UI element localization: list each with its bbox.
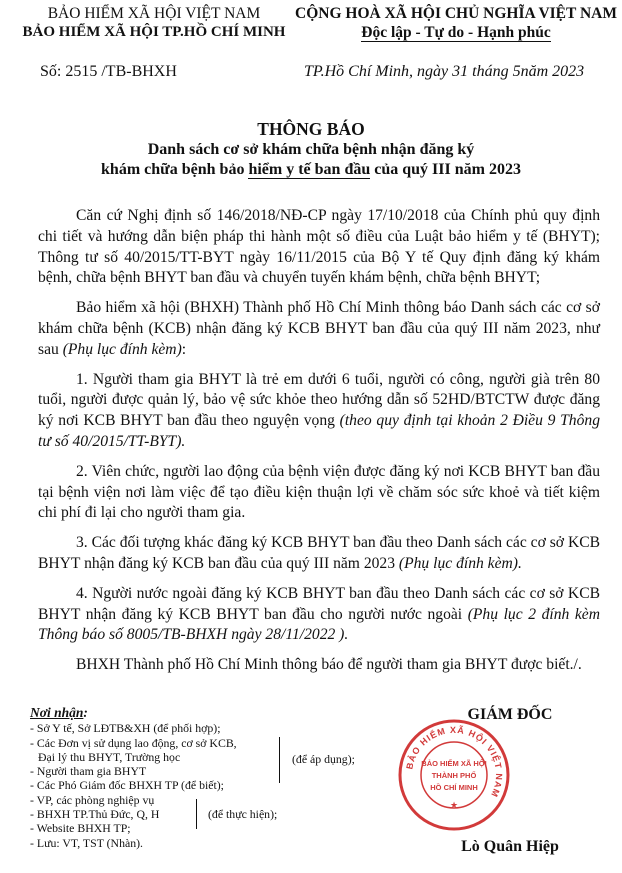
- brace-divider: [279, 737, 288, 783]
- country-name: CỘNG HOÀ XÃ HỘI CHỦ NGHĨA VIỆT NAM: [295, 5, 617, 22]
- title-block: [0, 118, 622, 180]
- paragraph-closing: BHXH Thành phố Hồ Chí Minh thông báo để người tham gia BHYT được biết./.: [76, 656, 582, 674]
- recipient-item: - Sở Y tế, Sở LĐTB&XH (để phối hợp);: [30, 721, 221, 736]
- subtitle-pre: khám chữa bệnh bảo: [101, 161, 249, 178]
- signer-title: GIÁM ĐỐC: [467, 706, 553, 723]
- issuer-header: [8, 4, 300, 42]
- item-1-text: 1. Người tham gia BHYT là trẻ em dưới 6 tuổi, người có công, người già trên 80 tuổi, người được quản lý, bảo vệ sức khỏe theo hướng dẫn số 52HD/BTCTW được đăng ký nơi KCB BHYT ban đầu theo nguyện vọng: [38, 370, 600, 430]
- recipients-thuc-hien: (để thực hiện);: [208, 807, 278, 821]
- announcement-italic: (Phụ lục đính kèm): [62, 340, 182, 358]
- subtitle-post: của quý III năm 2023: [370, 161, 521, 178]
- place-date: TP.Hồ Chí Minh, ngày 31 tháng 5năm 2023: [304, 63, 585, 80]
- paragraph-item-1: [38, 370, 600, 453]
- motto: Độc lập - Tự do - Hạnh phúc: [361, 24, 551, 41]
- paragraph-announcement: [38, 298, 600, 360]
- recipient-item: - Các Phó Giám đốc BHXH TP (để biết);: [30, 778, 224, 793]
- announcement-end: :: [181, 340, 187, 358]
- paragraph-item-4: [38, 584, 600, 646]
- subtitle-line-1: Danh sách cơ sở khám chữa bệnh nhận đăng ký: [147, 141, 475, 158]
- recipient-item: - BHXH TP.Thủ Đức, Q, H: [30, 807, 160, 822]
- official-seal-icon: [397, 718, 511, 832]
- recipient-item: - Người tham gia BHYT: [30, 764, 147, 779]
- recipients-heading-text: Nơi nhận: [30, 705, 84, 720]
- recipients-heading: [30, 706, 330, 720]
- subtitle-line-2: [0, 160, 622, 180]
- recipient-item: Đại lý thu BHYT, Trường học: [38, 749, 181, 764]
- recipients-heading-colon: :: [83, 705, 88, 720]
- document-number: Số: 2515 /TB-BHXH: [40, 63, 177, 80]
- brace-divider: [196, 799, 205, 829]
- recipient-item: - VP, các phòng nghiệp vụ: [30, 792, 155, 807]
- seal-star-icon: ★: [449, 801, 459, 811]
- announcement-text: Bảo hiểm xã hội (BHXH) Thành phố Hồ Chí Minh thông báo Danh sách các cơ sở khám chữa bệnh (KCB) nhận đăng ký KCB BHYT ban đầu của quý III năm 2023, như sau: [38, 299, 600, 358]
- seal-text-top: BẢO HIỂM XÃ HỘI: [421, 759, 487, 768]
- paragraph-legal-basis: Căn cứ Nghị định số 146/2018/NĐ-CP ngày 17/10/2018 của Chính phủ quy định chi tiết và hướng dẫn biện pháp thi hành một số điều của Luật bảo hiểm y tế (BHYT); Thông tư số 40/2015/TT-BYT ngày 16/11/2015 của Bộ Y tế Quy định đăng ký khám bệnh, chữa bệnh BHYT ban đầu và chuyển tuyến khám bệnh, chữa bệnh BHYT;: [38, 207, 600, 287]
- item-4-text: 4. Người nước ngoài đăng ký KCB BHYT ban đầu theo Danh sách các cơ sở KCB BHYT nhận đăng ký KCB BHYT ban đầu cho người nước ngoài: [38, 584, 600, 623]
- seal-text-hcm: HỒ CHÍ MINH: [430, 783, 478, 792]
- recipient-item: - Các Đơn vị sử dụng lao động, cơ sở KCB,: [30, 735, 237, 750]
- national-motto: [290, 4, 622, 42]
- issuer-name: BẢO HIỂM XÃ HỘI TP.HỒ CHÍ MINH: [22, 24, 286, 40]
- recipient-item: - Website BHXH TP;: [30, 821, 131, 836]
- seal-ring-text: BẢO HIỂM XÃ HỘI VIỆT NAM: [404, 724, 505, 800]
- seal-text-city: THÀNH PHỐ: [431, 771, 477, 780]
- recipients-ap-dung: (để áp dụng);: [292, 752, 355, 766]
- document-body: [38, 206, 600, 685]
- document-title: THÔNG BÁO: [257, 119, 365, 139]
- item-3-italic: (Phụ lục đính kèm).: [398, 554, 522, 572]
- issuer-parent: BẢO HIỂM XÃ HỘI VIỆT NAM: [47, 5, 261, 22]
- item-4-italic: (Phụ lục 2 đính kèm Thông báo số 8005/TB-BHXH ngày 28/11/2022 ).: [38, 605, 600, 644]
- subtitle-underlined: hiểm y tế ban đầu: [248, 161, 371, 178]
- item-1-italic: (theo quy định tại khoản 2 Điều 9 Thông tư số 40/2015/TT-BYT).: [38, 412, 600, 450]
- item-3-text: 3. Các đối tượng khác đăng ký KCB BHYT ban đầu theo Danh sách các cơ sở KCB BHYT nhận đăng ký KCB ban đầu của quý III năm 2023: [38, 534, 601, 572]
- paragraph-item-2: 2. Viên chức, người lao động của bệnh viện được đăng ký nơi KCB BHYT ban đầu tại bệnh viện nơi làm việc để tạo điều kiện thuận lợi về chăm sóc sức khoẻ và tiết kiệm chi phí đi lại cho người tham gia.: [38, 462, 600, 522]
- signer-name: Lò Quân Hiệp: [461, 838, 559, 855]
- recipient-item: - Lưu: VT, TST (Nhàn).: [30, 835, 143, 850]
- paragraph-item-3: [38, 533, 600, 575]
